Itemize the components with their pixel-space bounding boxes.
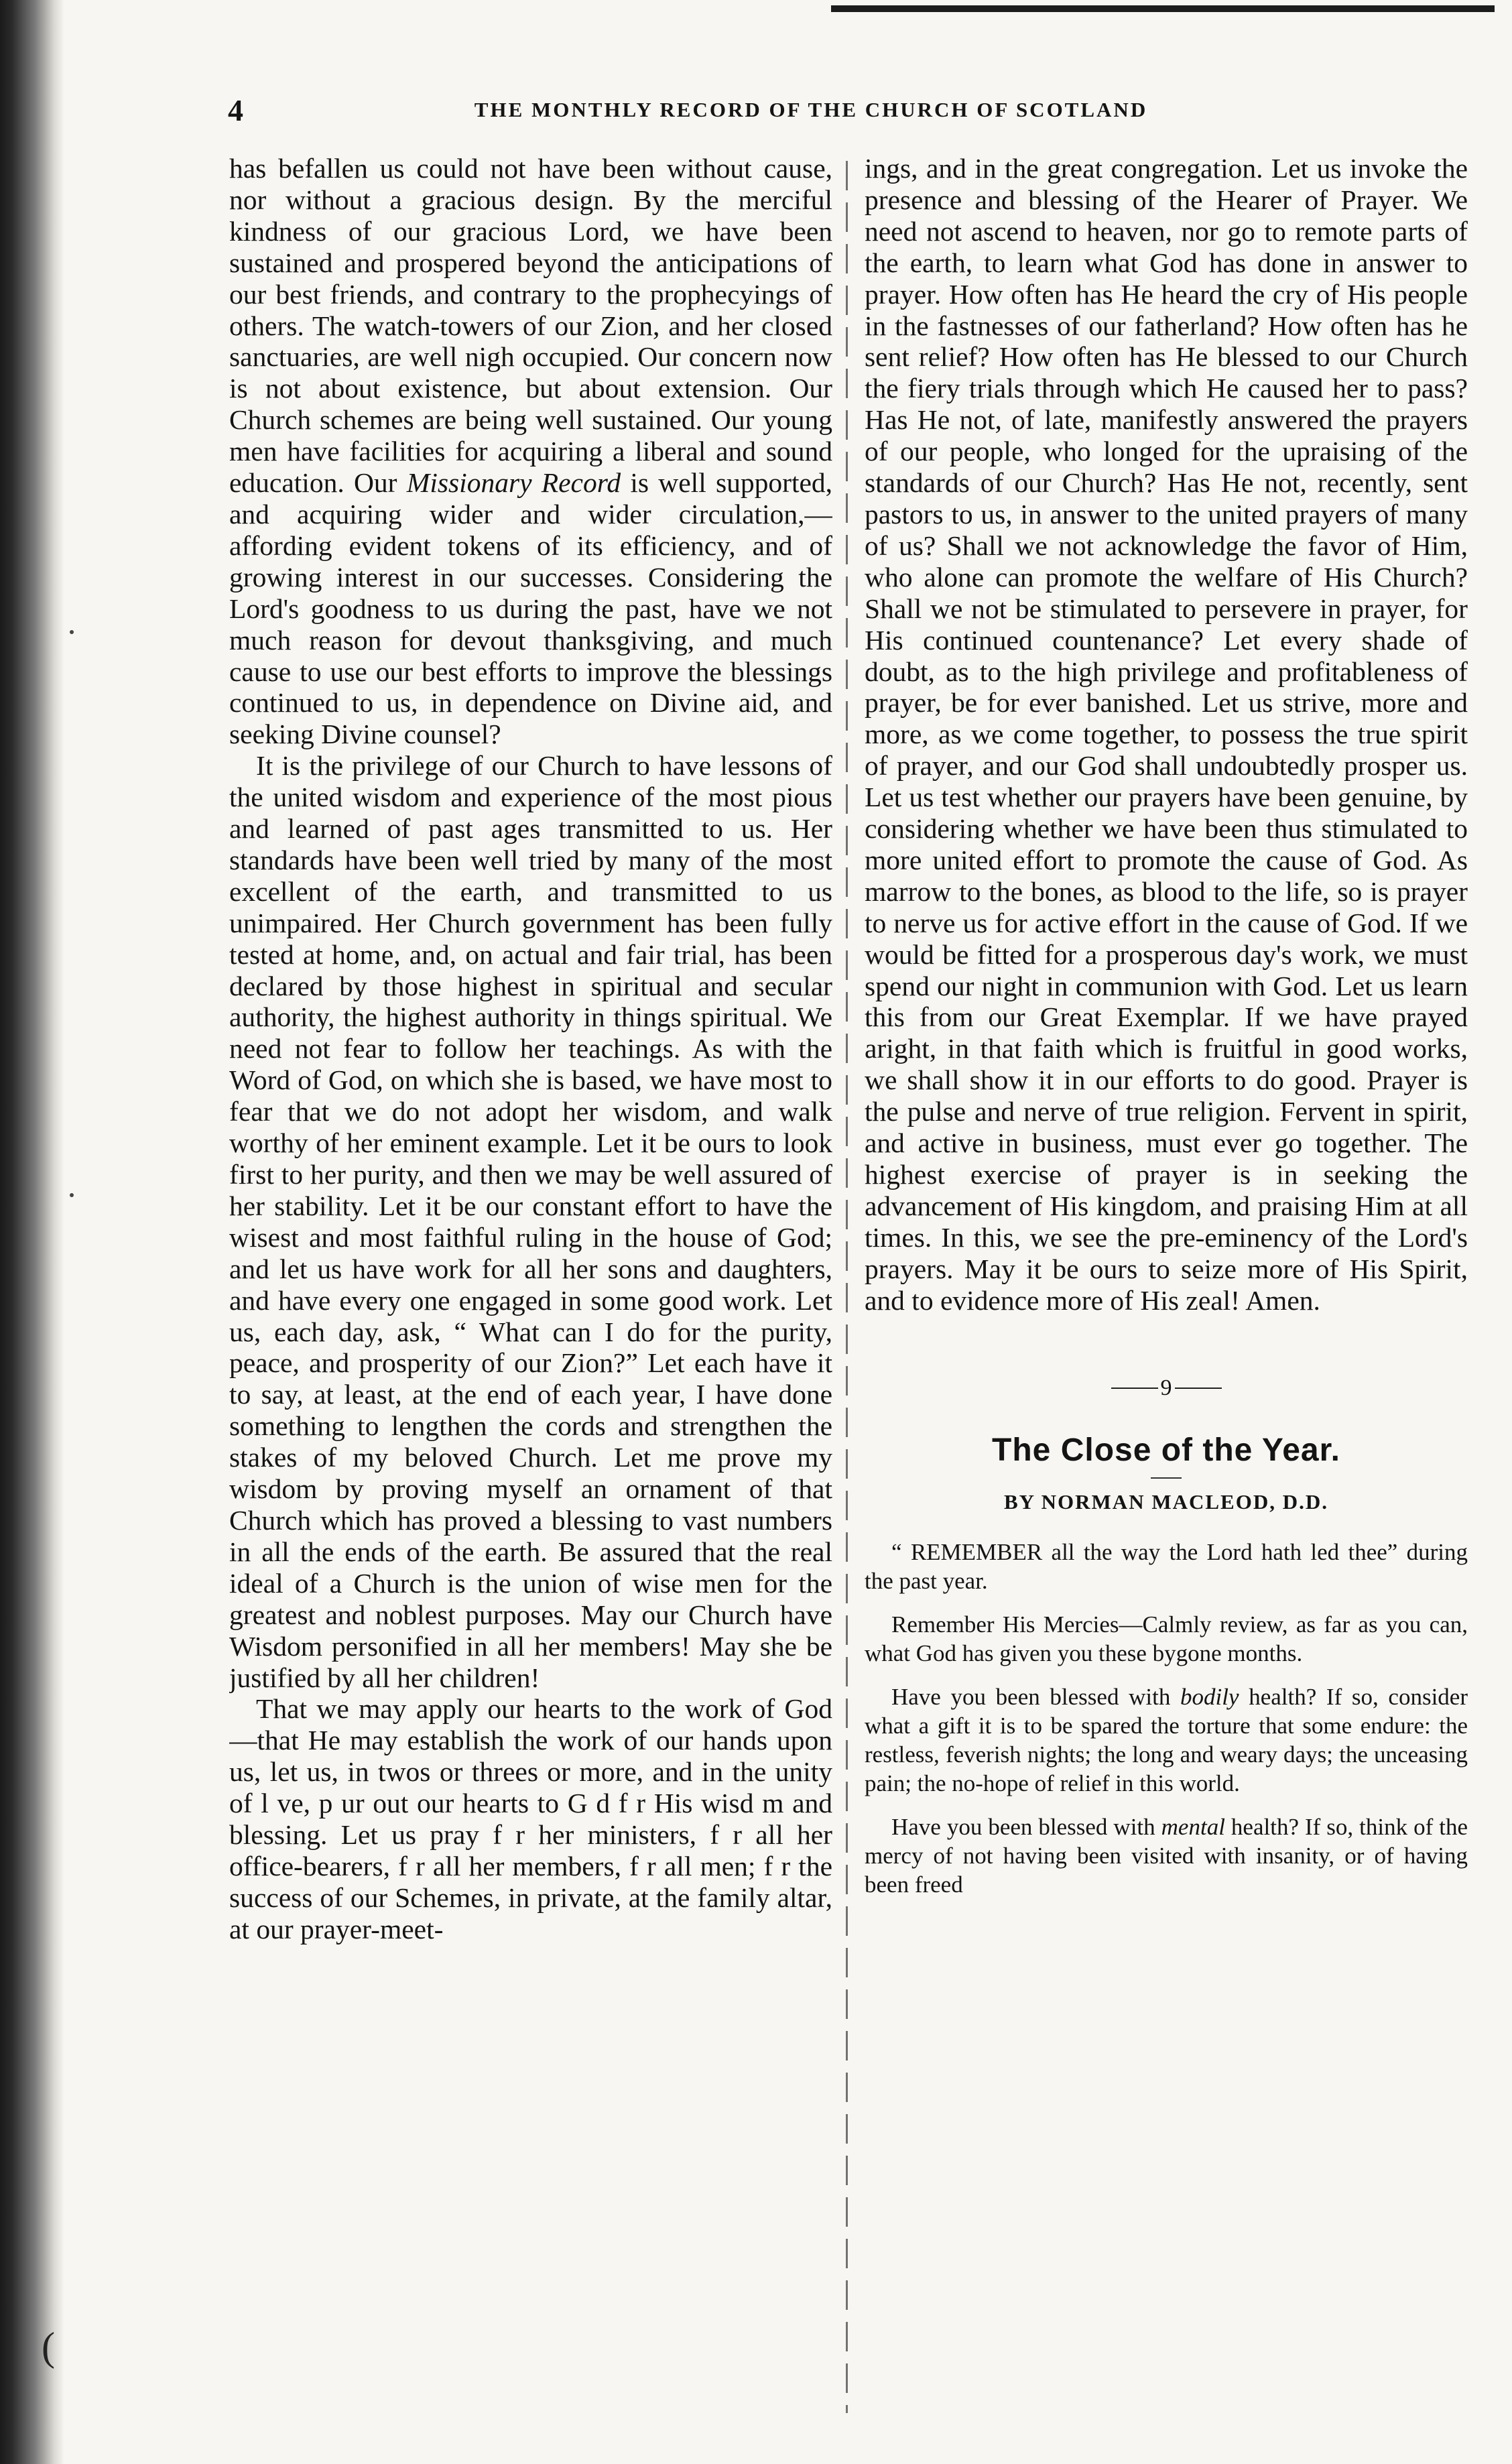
paragraph-text: has befallen us could not have been without cause, nor without a gracious design. By the merciful kindness of our gracious Lord, we have been sustained and prospered beyond the anticipations of our best friends, and contrary to the prophecyings of others. The watch-towers of our Zion, and her closed sanctuaries, are well nigh occupied. Our concern now is not about existence, but about extension. Our Church schemes are being well sustained. Our young men have facilities for acquiring a liberal and sound education. Our [229, 153, 832, 499]
section-ornament [865, 1370, 1468, 1400]
paragraph-text: is well supported, and acquiring wider and wider circulation,—affording evident tokens of its efficiency, and of growing interest in our successes. Considering the Lord's goodness to us during the past, have we not much reason for devout thanksgiving, and much cause to use our best efforts to improve the blessings continued to us, in dependence on Divine aid, and seeking Divine counsel? [229, 467, 832, 750]
running-head: THE MONTHLY RECORD OF THE CHURCH OF SCOTLAND [474, 98, 1148, 121]
ornament-glyph: 9 [1160, 1375, 1172, 1400]
ornament-line [1111, 1388, 1158, 1389]
italic-word: bodily [1180, 1684, 1239, 1711]
print-speck [70, 1193, 74, 1197]
paragraph-text: health? If so, consider what a gift it is to be spared the torture that some endure: the restless, feverish nights; the long and weary days; the unceasing pain; the no-hope of relief in this world. [865, 1684, 1468, 1797]
binding-edge [0, 0, 64, 2464]
byline: BY NORMAN MACLEOD, D.D. [1004, 1489, 1328, 1514]
page-header [228, 93, 1300, 133]
article-title: The Close of the Year. [992, 1432, 1340, 1468]
paragraph [229, 153, 832, 750]
paragraph: ings, and in the great congregation. Let us invoke the presence and blessing of the Hearer of Prayer. We need not ascend to heaven, nor go to remote parts of the earth, to learn what God has done in answer to prayer. How often has He heard the cry of His people in the fastnesses of our fatherland? How often has he sent relief? How often has He blessed to our Church the fiery trials through which He caused her to pass? Has He not, of late, manifestly answered the prayers of our people, who longed for the upraising of the standards of our Church? Has He not, recently, sent pastors to us, in answer to the united prayers of many of us? Shall we not acknowledge the favor of Him, who alone can promote the welfare of His Church? Shall we not be stimulated to persevere in prayer, for His continued countenance? Let every shade of doubt, as to the high privilege and profitableness of prayer, be for ever banished. Let us strive, more and more, as we come together, to possess the true spirit of prayer, and our God shall undoubtedly prosper us. Let us test whether our prayers have been genuine, by considering whether we have been thus stimulated to more united effort to promote the cause of God. As marrow to the bones, as blood to the life, so is prayer to nerve us for active effort in the cause of God. If we would be fitted for a prosperous day's work, we must spend our night in communion with God. Let us learn this from our Great Exemplar. If we have prayed aright, in that faith which is fruitful in good works, we shall show it in our efforts to do good. Prayer is the pulse and nerve of true religion. Fervent in spirit, and active in business, must ever go together. The highest exercise of prayer is in seeking the advancement of His kingdom, and praising Him at all times. In this, we see the pre-eminency of the Lord's prayers. May it be ours to seize more of His Spirit, and to evidence more of His zeal! Amen. [865, 153, 1468, 1316]
paragraph: Remember His Mercies—Calmly review, as far as you can, what God has given you these bygone months. [865, 1611, 1468, 1667]
paragraph: It is the privilege of our Church to have lessons of the united wisdom and experience of the most pious and learned of past ages transmitted to us. Her standards have been well tried by many of the most excellent of the earth, and transmitted to us unimpaired. Her Church government has been fully tested at home, and, on actual and fair trial, has been declared by those highest in spiritual and secular authority, the highest authority in things spiritual. We need not fear to follow her teachings. As with the Word of God, on which she is based, we have most to fear that we do not adopt her wisdom, and walk worthy of her eminent example. Let it be ours to look first to her purity, and then we may be well assured of her stability. Let it be our constant effort to have the wisest and most faithful ruling in the house of God; and let us have work for all her sons and daughters, and have every one engaged in some good work. Let us, each day, ask, “ What can I do for the purity, peace, and prosperity of our Zion?” Let each have it to say, at least, at the end of each year, I have done something to lengthen the cords and strengthen the stakes of my beloved Church. Let me prove my wisdom by proving myself an ornament of that Church which has proved a blessing to vast numbers in all the ends of the earth. Be assured that the real ideal of a Church is the union of wise men for the greatest and noblest purposes. May our Church have Wisdom personified in all her members! May she be justified by all her children! [229, 750, 832, 1693]
paragraph [865, 1812, 1468, 1899]
paragraph-text: health? If so, think of the mercy of not having been visited with insanity, or of having been freed [865, 1814, 1468, 1898]
paragraph: “ REMEMBER all the way the Lord hath led thee” during the past year. [865, 1539, 1468, 1595]
ornament-line [1175, 1388, 1222, 1389]
left-column [229, 153, 832, 2418]
page-number: 4 [228, 93, 243, 127]
paragraph-text: Have you been blessed with [891, 1814, 1155, 1841]
italic-title: Missionary Record [406, 467, 621, 499]
title-rule [1151, 1477, 1182, 1479]
print-speck [70, 630, 74, 634]
right-column [865, 153, 1468, 2418]
margin-mark: ( [42, 2325, 55, 2369]
paragraph: That we may apply our hearts to the work of God—that He may establish the work of our hands upon us, let us, in twos or threes or more, and in the unity of l ve, p ur out our hearts to G d f r His wisd m and blessing. Let us pray f r her ministers, f r all her office-bearers, f r all her members, f r all men; f r the success of our Schemes, in private, at the family altar, at our prayer-meet- [229, 1693, 832, 1945]
top-rule [831, 5, 1495, 12]
paragraph [865, 1682, 1468, 1798]
paragraph-text: Have you been blessed with [891, 1684, 1171, 1711]
italic-word: mental [1161, 1814, 1225, 1841]
article-body [865, 1538, 1468, 1899]
column-divider [846, 161, 848, 2413]
